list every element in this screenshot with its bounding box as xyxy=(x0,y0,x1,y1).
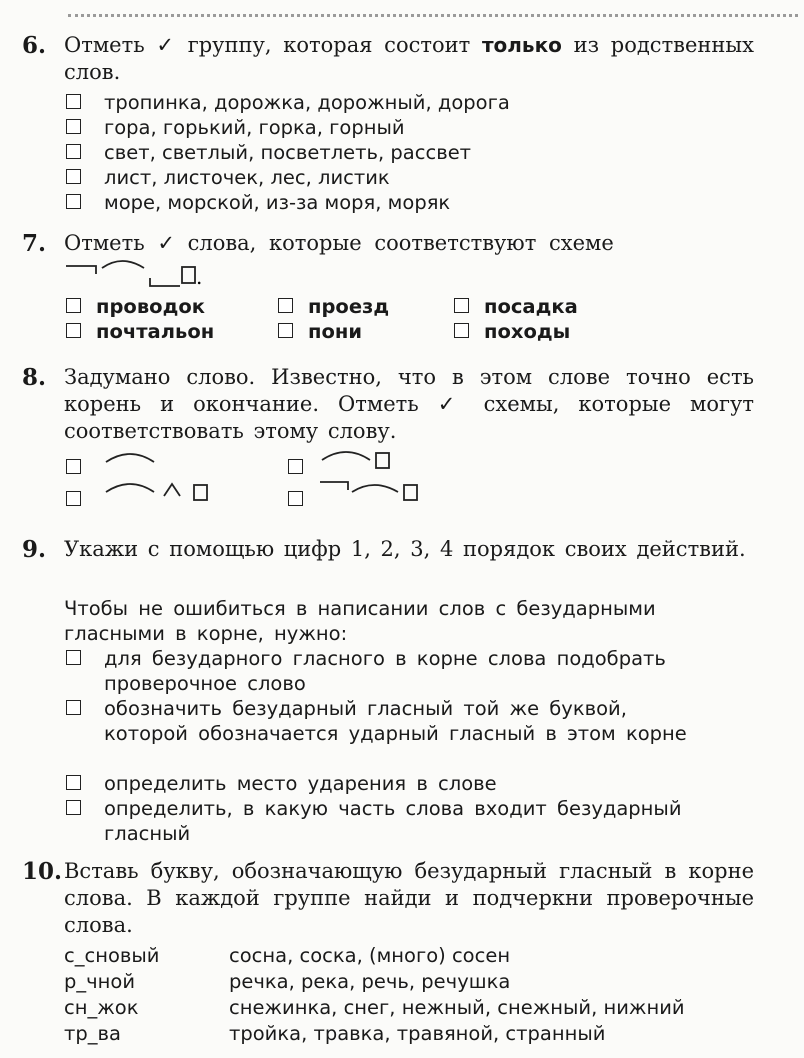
checkbox[interactable] xyxy=(288,491,303,506)
checkbox[interactable] xyxy=(66,194,81,209)
task-question xyxy=(64,32,754,86)
checkbox[interactable] xyxy=(66,800,81,815)
option-label: гора, горький, горка, горный xyxy=(104,116,405,139)
option-4[interactable] xyxy=(66,796,766,846)
task-number: 10. xyxy=(22,858,63,885)
top-dotted-divider xyxy=(68,14,798,17)
option-label: лист, листочек, лес, листик xyxy=(104,166,390,189)
word-row-2 xyxy=(64,970,135,993)
question-text: Отметь ✓ группу, которая состоит xyxy=(64,33,471,57)
option-label: посадка xyxy=(484,295,578,318)
svg-text:.: . xyxy=(196,265,203,288)
option-label: проводок xyxy=(96,295,205,318)
checkbox[interactable] xyxy=(66,459,81,474)
root-suffix-ending-scheme-icon xyxy=(102,474,252,508)
option-3[interactable] xyxy=(66,771,736,796)
option-label: море, морской, из-за моря, моряк xyxy=(104,191,451,214)
checkbox[interactable] xyxy=(66,94,81,109)
checkbox[interactable] xyxy=(66,700,81,715)
checkbox[interactable] xyxy=(454,298,469,313)
word-row-3 xyxy=(64,996,139,1019)
option-label: определить место ударения в слове xyxy=(104,772,497,795)
task-intro: Чтобы не ошибиться в написании слов с безударными гласными в корне, нужно: xyxy=(64,597,656,645)
question-emphasis: только xyxy=(481,33,562,57)
task-number: 9. xyxy=(22,536,47,563)
gap-word[interactable]: с_сновый xyxy=(64,944,160,967)
word-scheme-icon xyxy=(64,254,204,288)
option-2[interactable] xyxy=(66,696,696,746)
checkbox[interactable] xyxy=(454,323,469,338)
root-scheme-icon xyxy=(102,444,162,474)
gap-word[interactable]: р_чной xyxy=(64,970,136,993)
checkbox[interactable] xyxy=(66,323,81,338)
task-number: 6. xyxy=(22,32,47,59)
task-number: 8. xyxy=(22,364,47,391)
checkbox[interactable] xyxy=(66,144,81,159)
option-label: для безударного гласного в корне слова подобрать проверочное слово xyxy=(104,647,666,695)
task-question: Отметь ✓ слова, которые соответствуют схеме xyxy=(64,231,614,255)
gap-word[interactable]: сн_жок xyxy=(64,996,139,1019)
question-text-end: из родственных слов. xyxy=(64,33,754,84)
word-row-4 xyxy=(64,1022,121,1045)
option-label: определить, в какую часть слова входит безударный гласный xyxy=(104,797,682,845)
option-label: обозначить безударный гласный той же буквой, которой обозначается ударный гласный в этом корне xyxy=(104,697,687,745)
checkbox[interactable] xyxy=(66,298,81,313)
option-1[interactable] xyxy=(66,646,736,696)
word-row-1 xyxy=(64,944,159,967)
option-label: походы xyxy=(484,320,571,343)
checkbox[interactable] xyxy=(288,459,303,474)
task-number: 7. xyxy=(22,230,47,257)
checkbox[interactable] xyxy=(66,169,81,184)
checkbox[interactable] xyxy=(66,491,81,506)
word-group-4: тройка, травка, травяной, странный xyxy=(229,1022,606,1045)
task-question: Задумано слово. Известно, что в этом слове точно есть корень и окончание. Отметь ✓ схемы, которые могут соответствовать этому слову. xyxy=(64,365,754,443)
prefix-root-ending-scheme-icon xyxy=(318,474,448,508)
checkbox[interactable] xyxy=(278,298,293,313)
task-question: Вставь букву, обозначающую безударный гласный в корне слова. В каждой группе найди и подчеркни проверочные слова. xyxy=(64,859,754,937)
option-label: свет, светлый, посветлеть, рассвет xyxy=(104,141,472,164)
checkbox[interactable] xyxy=(66,119,81,134)
word-group-2: речка, река, речь, речушка xyxy=(229,970,511,993)
word-group-1: сосна, соска, (много) сосен xyxy=(229,944,511,967)
word-group-3: снежинка, снег, нежный, снежный, нижний xyxy=(229,996,685,1019)
option-label: пони xyxy=(308,320,363,343)
root-ending-scheme-icon xyxy=(318,442,408,476)
option-label: почтальон xyxy=(96,320,215,343)
option-label: тропинка, дорожка, дорожный, дорога xyxy=(104,91,510,114)
checkbox[interactable] xyxy=(66,650,81,665)
checkbox[interactable] xyxy=(278,323,293,338)
task-question: Укажи с помощью цифр 1, 2, 3, 4 порядок своих действий. xyxy=(64,537,746,561)
gap-word[interactable]: тр_ва xyxy=(64,1022,121,1045)
checkbox[interactable] xyxy=(66,775,81,790)
option-label: проезд xyxy=(308,295,390,318)
